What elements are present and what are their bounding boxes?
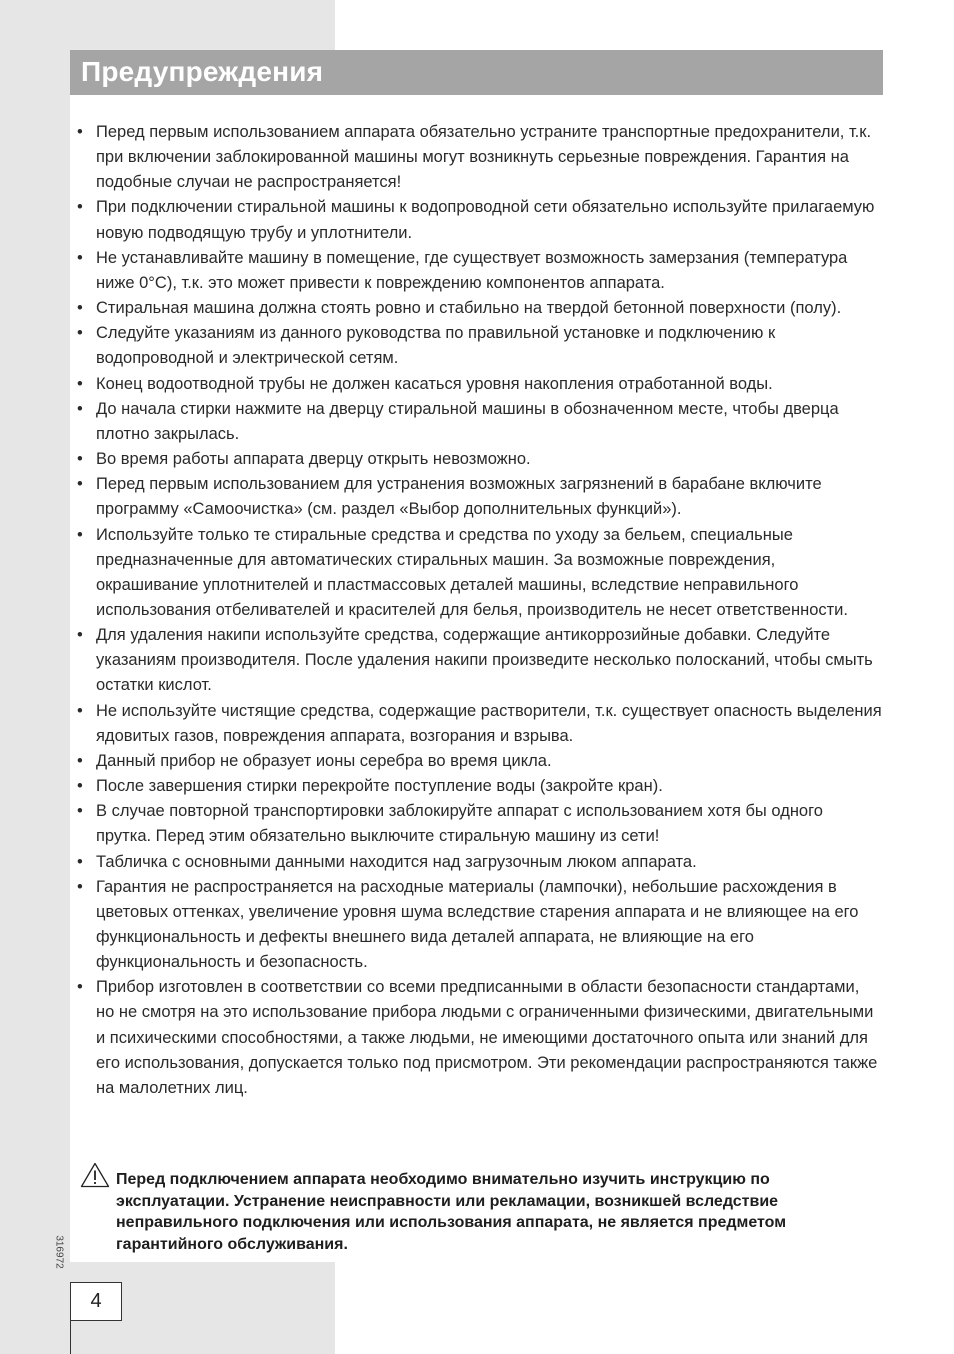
bullet-icon: • [77,701,83,720]
list-item [72,799,882,849]
list-item [72,523,882,624]
bullet-icon: • [77,852,83,871]
list-item-text: Не устанавливайте машину в помещение, где существует возможность замерзания (температура ниже 0°C), т.к. это может привести к повреждению компонентов аппарата. [96,248,848,292]
list-item-text: Перед первым использованием аппарата обязательно устраните транспортные предохранители, т.к. при включении заблокированной машины могут возникнуть серьезные повреждения. Гарантия на подобные случаи не распространяется! [96,123,872,192]
bullet-icon: • [77,751,83,770]
list-item-text: Во время работы аппарата дверцу открыть невозможно. [96,450,531,469]
list-item-text: До начала стирки нажмите на дверцу стиральной машины в обозначенном месте, чтобы дверца плотно закрылась. [96,399,839,443]
list-item [72,372,882,397]
warnings-list [72,120,882,1101]
bullet-icon: • [77,374,83,393]
bullet-icon: • [77,248,83,267]
list-item-text: Перед первым использованием для устранения возможных загрязнений в барабане включите программу «Самоочистка» (см. раздел «Выбор дополнительных функций»). [96,475,822,519]
bullet-icon: • [77,299,83,318]
list-item-text: Следуйте указаниям из данного руководства по правильной установке и подключению к водопроводной и электрической сетям. [96,324,776,368]
list-item-text: Данный прибор не образует ионы серебра во время цикла. [96,751,552,770]
section-title-bar [70,50,883,95]
bullet-icon: • [77,475,83,494]
list-item-text: После завершения стирки перекройте поступление воды (закройте кран). [96,777,663,796]
list-item [72,195,882,245]
page-title: Предупреждения [81,56,324,87]
list-item [72,699,882,749]
list-item-text: Табличка с основными данными находится над загрузочным люком аппарата. [96,852,697,871]
bullet-icon: • [77,399,83,418]
list-item [72,975,882,1101]
bullet-icon: • [77,198,83,217]
list-item [72,246,882,296]
list-item [72,749,882,774]
list-item [72,397,882,447]
list-item [72,774,882,799]
bullet-icon: • [77,877,83,896]
list-item [72,623,882,698]
list-item-text: Используйте только те стиральные средства и средства по уходу за бельем, специальные предназначенные для автоматических стиральных машин. За возможные повреждения, окрашивание уплотнителей и пластмассовых деталей машины, вследствие неправильного использования отбеливателей и красителей для белья, производитель не несет ответственности. [96,525,848,619]
bullet-icon: • [77,978,83,997]
bullet-icon: • [77,626,83,645]
list-item [72,447,882,472]
list-item-text: Гарантия не распространяется на расходные материалы (лампочки), небольшие расхождения в цветовых оттенках, увеличение уровня шума вследствие старения аппарата и не влияющее на его функциональность и дефекты внешнего вида деталей аппарата, не влияющие на его функциональность и безопасность. [96,877,859,972]
document-code [49,1232,69,1272]
list-item-text: Прибор изготовлен в соответствии со всеми предписанными в области безопасности стандартами, но не смотря на это использование прибора людьми с ограниченными физическими, двигательными и психическими способностями, а также людьми, не имеющими достаточного опыта или знаний для его использования, допускается только под присмотром. Эти рекомендации распространяются также на малолетних лиц. [96,978,878,1097]
list-item [72,850,882,875]
list-item [72,472,882,522]
document-code-text: 316972 [53,1235,65,1269]
list-item-text: Не используйте чистящие средства, содержащие растворители, т.к. существует опасность выделения ядовитых газов, повреждения аппарата, возгорания и взрыва. [96,701,882,745]
warning-triangle-icon [80,1162,110,1188]
page-number: 4 [90,1290,102,1312]
page-number-box [70,1282,122,1321]
bullet-icon: • [77,324,83,343]
list-item-text: В случае повторной транспортировки заблокируйте аппарат с использованием хотя бы одного прутка. Перед этим обязательно выключите стиральную машину из сети! [96,802,823,846]
page-edge-line [70,1320,71,1354]
list-item [72,296,882,321]
bullet-icon: • [77,525,83,544]
bullet-icon: • [77,802,83,821]
list-item [72,321,882,371]
list-item [72,120,882,195]
bullet-icon: • [77,450,83,469]
bullet-icon: • [77,777,83,796]
list-item-text: Конец водоотводной трубы не должен касаться уровня накопления отработанной воды. [96,374,773,393]
bullet-icon: • [77,123,83,141]
list-item [72,875,882,976]
list-item-text: При подключении стиральной машины к водопроводной сети обязательно используйте прилагаемую новую подводящую трубу и уплотнители. [96,198,875,242]
list-item-text: Стиральная машина должна стоять ровно и стабильно на твердой бетонной поверхности (полу). [96,299,842,318]
list-item-text: Для удаления накипи используйте средства, содержащие антикоррозийные добавки. Следуйте указаниям производителя. После удаления накипи произведите несколько полосканий, чтобы смыть остатки кислот. [96,626,873,695]
notice-text: Перед подключением аппарата необходимо внимательно изучить инструкцию по эксплуатации. Устранение неисправности или рекламации, возникшей вследствие неправильного подключения или использования аппарата, не является предметом гарантийного обслуживания. [116,1171,787,1253]
